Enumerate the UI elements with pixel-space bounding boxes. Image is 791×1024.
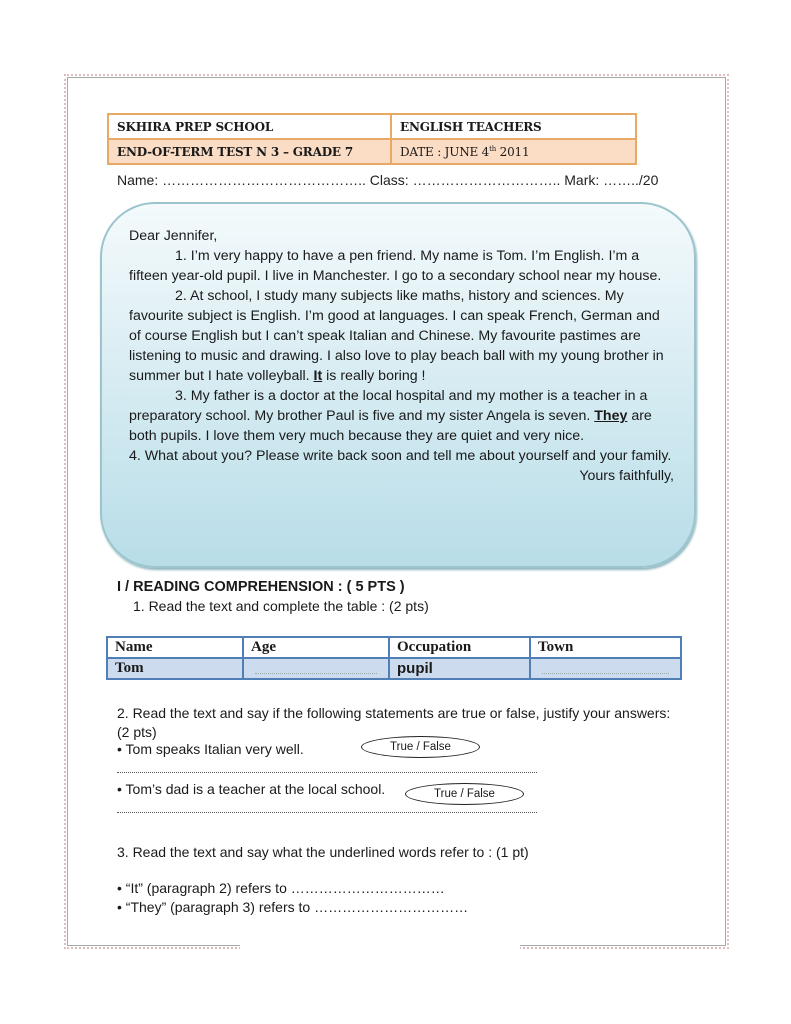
letter-box [100,202,696,568]
col-age: Age [243,637,389,658]
true-false-choice-2[interactable]: True / False [405,783,524,805]
col-name: Name [107,637,243,658]
col-town: Town [530,637,681,658]
student-info-line: Name: …………………………………….. Class: ………………………….. Mark: ……../20 [117,172,659,188]
cell-age-blank[interactable] [243,658,389,679]
paragraph-4: 4. What about you? Please write back soon and tell me about yourself and your family. [129,448,672,464]
header-table [107,113,637,165]
statement-2: • Tom’s dad is a teacher at the local school. [117,781,386,797]
question-3: 3. Read the text and say what the underlined words refer to : (1 pt) [117,844,529,860]
underlined-they: They [594,408,628,424]
paragraph-1: 1. I’m very happy to have a pen friend. My name is Tom. I’m English. I’m a fifteen year-old pupil. I live in Manchester. I go to a secondary school near my house. [129,248,662,284]
question-2: 2. Read the text and say if the following statements are true or false, justify your answers: (2 pts) [117,705,671,740]
section-title: I / READING COMPREHENSION : ( 5 PTS ) [117,579,405,595]
test-title: END-OF-TERM TEST N 3 – GRADE 7 [108,139,391,164]
answer-table [106,636,682,680]
reference-it[interactable]: • “It” (paragraph 2) refers to …………………………… [117,880,445,896]
underlined-it: It [313,368,323,384]
letter-greeting: Dear Jennifer, [129,228,218,244]
table-row [107,658,681,679]
col-occupation: Occupation [389,637,530,658]
border-gap [240,938,520,950]
reference-they[interactable]: • “They” (paragraph 3) refers to …………………………… [117,899,469,915]
letter-closing: Yours faithfully, [579,468,674,484]
question-1: 1. Read the text and complete the table : (2 pts) [133,598,429,614]
cell-town-blank[interactable] [530,658,681,679]
letter-text [129,226,674,486]
test-date: DATE : JUNE 4th 2011 [391,139,636,164]
cell-name: Tom [107,658,243,679]
statement-1: • Tom speaks Italian very well. [117,741,304,757]
paragraph-2: 2. At school, I study many subjects like maths, history and sciences. My favourite subject is English. I’m good at languages. I can speak French, German and of course English but I can’t speak Italian and Chinese. My favourite pastimes are listening to music and drawing. I also love to play beach ball with my young brother in summer but I hate volleyball. It is really boring ! [129,288,664,384]
paragraph-3: 3. My father is a doctor at the local hospital and my mother is a teacher in a preparatory school. My brother Paul is five and my sister Angela is seven. They are both pupils. I love them very much because they are quiet and very nice. [129,388,652,444]
table-header-row [107,637,681,658]
justify-line-2[interactable] [117,812,537,813]
true-false-choice-1[interactable]: True / False [361,736,480,758]
justify-line-1[interactable] [117,772,537,773]
cell-occupation: pupil [389,658,530,679]
teachers-label: ENGLISH TEACHERS [391,114,636,139]
school-name: SKHIRA PREP SCHOOL [108,114,391,139]
